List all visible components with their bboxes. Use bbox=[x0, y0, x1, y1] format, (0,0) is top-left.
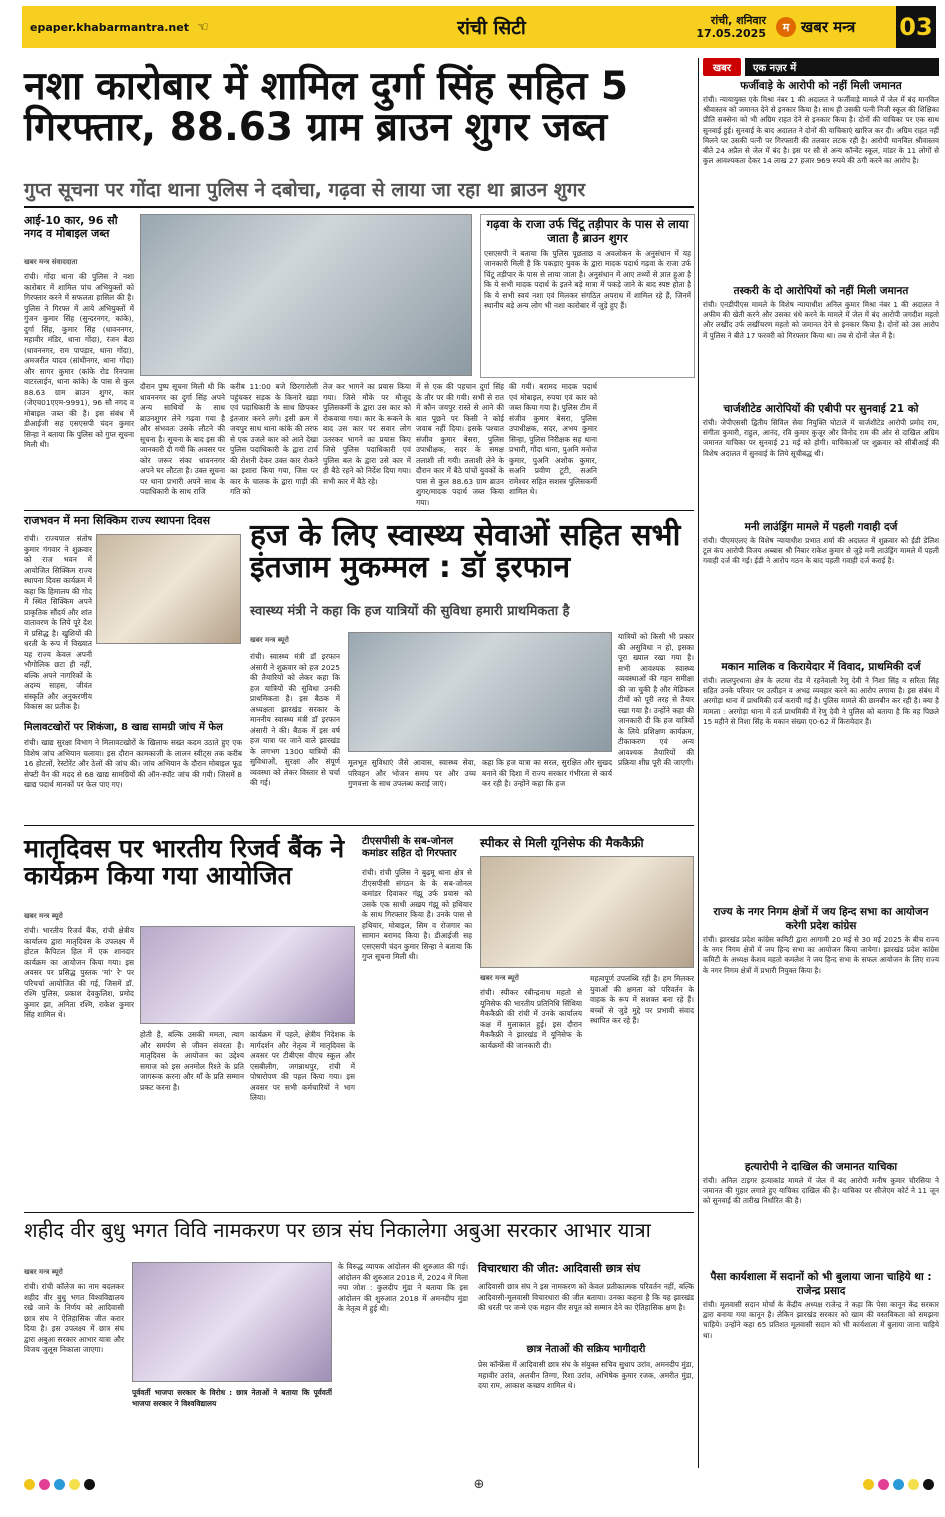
sidebar-divider bbox=[698, 58, 699, 1468]
brief-text: रांची। पीएमएलए के विशेष न्यायाधीश प्रभात शर्मा की अदालत में शुक्रवार को ईडी डेलिश टूल कंप आरोपी विजय अब्बास श्री निबार राकेश कुमार से जुड़े मनी लाउंड्रिंग मामले में पहली गवाही दर्ज की गई। ईडी ने आरोप गठन के बाद पहली गवाही दर्ज कराई है। bbox=[703, 536, 939, 566]
lead-col2: दौरान पुष्प सूचना मिली थी कि धावननगर का दुर्गा सिंह अपने अन्य साथियों के साथ ब्राउनशुगर लेने गढ़वा गया है और संभवतः उसके लौटने की सूचना है। सूचना के बाद इस की जानकारी दी गयी कि अवसर पर कोर जरूर संका धावननगर अपने घर लौटता है। उक्त सूचना पर थाना प्रभारी अपने साथ के पदाधिकारी के साथ राजि bbox=[140, 382, 225, 497]
brief-text: रांची। अनिल टाइगर हत्याकांड मामले में जेल में बंद आरोपी मनीष कुमार चौरसिया ने जमानत की गुहार लगाते हुए याचिका दाखिल की है। याचिका पर सीजेएम कोर्ट ने 11 जून को सुनवाई की तारीख निर्धारित की है। bbox=[703, 1176, 939, 1206]
neta-title: छात्र नेताओं की सक्रिय भागीदारी bbox=[526, 1344, 646, 1355]
issue-date-line1: रांची, शनिवार bbox=[710, 14, 766, 27]
lead-col4: तेज कर भागने का प्रयास किया गया। जिसे मौके पर मौजूद पुलिसकर्मी के द्वारा उस कार को रोकवाया गया। कार के रूकने के बाद उस कार पर सवार लोग उतरकर भागने का प्रयास किए जिसे पुलिस पदाधिकारी एवं पुलिस बल के द्वारा उसे कार में ही बैठे रहने को निर्देश दिया गया। सभी कार में बैठे रहे। bbox=[323, 382, 411, 486]
foundation-title: राजभवन में मना सिक्किम राज्य स्थापना दिवस bbox=[24, 514, 211, 527]
rbi-col3: कार्यक्रम में पहले, क्षेत्रीय निदेशक के मार्गदर्शन और नेतृत्व में मातृदिवस के अवसर पर टीबीएस वीएच स्कूल और एसबीलीग, जगन्नाथपुर, रांची में पोषारोपण की पहल किया गया। इस अवसर पर सभी कर्मचारियों ने भाग लिया। bbox=[250, 1030, 355, 1103]
brief-text: रांची। न्यायायुक्त एके मिश्रा नंबर 1 की अदालत ने फर्जीवाड़े मामले में जेल में बंद मानविल श्रीवास्तव को जमानत देने से इनकार किया है। साथ ही उसकी पत्नी निजी स्कूल की शिक्षिका प्रीति सक्सेना को भी अग्रिम राहत देने से इनकार किया है। दोनों की याचिका पर एक साथ सुनवाई हुई। सुनवाई के बाद अदालत ने दोनों की याचिकाएं खारिज कर दी। अग्रिम राहत नहीं मिलने पर उसकी पत्नी पर गिरफ्तारी की तलवार लटक रही है। आरोपी मानविल श्रीवास्तव बीते 24 अप्रैल से जेल में बंद है। इस पर सौ से अन्य कॉन्वेंट स्कूल, मांडर के 11 लोगों से कुल आवश्यकता देकर 14 लाख 27 हजार 969 रुपये की ठगी करने का आरोप है। bbox=[703, 95, 939, 166]
sidebar-header bbox=[703, 58, 939, 76]
adulteration-title: मिलावटखोरों पर शिकंजा, 8 खाद्य सामग्री जांच में फेल bbox=[24, 722, 223, 733]
lead-col6: की गयी। बरामद मादक पदार्थ एवं मोबाइल, रुपया एवं कार को जब्त किया गया है। पुलिस टीम में संजीव कुमार बेसरा, पुलिस उपाधीक्षक, सदर, अभय कुमार सिन्हा, पुलिस निरीक्षक सह थाना प्रभारी, गोंदा थाना, पुअनि मनोज कुमार, पुअनि अशोक कुमार, सअनि प्रवीण टूटी, सअनि रामेश्वर सहित सशस्त्र पुलिसकर्मी शामिल थे। bbox=[509, 382, 597, 497]
color-swatch bbox=[24, 1479, 35, 1490]
brief-item bbox=[703, 902, 939, 1157]
rbi-col1: रांची। भारतीय रिजर्व बैंक, रांची क्षेत्रीय कार्यालय द्वारा मातृदिवस के उपलक्ष्य में होटल कैपिटल हिल में एक शानदार कार्यक्रम का आयोजन किया गया। इस अवसर पर प्रसिद्ध पुस्तक 'मां' रे' पर परिचर्चा आयोजित की गई, जिसमें डॉ. रश्मि पुलिस, प्रकाश देवकुलिश, प्रमोद कुमार झा, अनिता रश्मि, राकेश कुमार सिंह शामिल थे। bbox=[24, 926, 134, 1020]
issue-date bbox=[626, 14, 776, 40]
brief-title: मकान मालिक व किरायेदार में विवाद, प्राथमिकी दर्ज bbox=[721, 661, 921, 673]
rbi-byline: खबर मन्त्र ब्यूरो bbox=[24, 912, 63, 920]
vichar-title: विचारधारा की जीत: आदिवासी छात्र संघ bbox=[478, 1262, 641, 1275]
lead-box bbox=[480, 214, 695, 378]
brief-title: हत्यारोपी ने दाखिल की जमानत याचिका bbox=[744, 1161, 898, 1173]
hajj-byline: खबर मन्त्र ब्यूरो bbox=[250, 636, 289, 644]
color-swatch bbox=[893, 1479, 904, 1490]
brief-text: रांची। एनडीपीएस मामले के विशेष न्यायाधीश अनिल कुमार मिश्रा नंबर 1 की अदालत ने अफीम की खेती करने और उसका धंधे करने के मामले में जेल में बंद आरोपी जगदीश महतो और लखींद उर्फ लखींचरण महतो को जमानत देने से इनकार किया है। दोनों को उस आरोप में पुलिस ने बीते 17 फरवरी को गिरफ्तार किया था। तब से दोनों जेल में है। bbox=[703, 300, 939, 340]
registration-footer bbox=[22, 1478, 936, 1490]
adulteration-text: रांची। खाद्य सुरक्षा विभाग ने मिलावटखोरों के खिलाफ सख्त कदम उठाते हुए एक विशेष जांच अभियान चलाया। इस दौरान कामकाजी के लालन स्वीट्स तक करीब 16 होटलों, रेस्टोरेंट और ठेलों की जांच की। जांच अभियान के दौरान मोबाइल फूड सेफ्टी वैन की मदद से 68 खाद्य सामग्रियों की ऑन-स्पॉट जांच की गयी। जिसमें 8 खाद्य पदार्थ मानकों पर फेल पाए गए। bbox=[24, 738, 242, 790]
brief-title: पैसा कार्यशाला में सदानों को भी बुलाया जाना चाहिये था : राजेन्द्र प्रसाद bbox=[710, 1271, 932, 1297]
brief-item bbox=[703, 281, 939, 399]
brief-title: मनी लाउंड्रिंग मामले में पहली गवाही दर्ज bbox=[744, 521, 898, 533]
hajj-photo[interactable] bbox=[348, 632, 612, 752]
rbi-headline: मातृदिवस पर भारतीय रिजर्व बैंक ने कार्यक्रम किया गया आयोजित bbox=[24, 834, 345, 890]
site-url[interactable]: epaper.khabarmantra.net bbox=[30, 20, 189, 34]
divider bbox=[24, 206, 694, 208]
lead-kicker: आई-10 कार, 96 सौ नगद व मोबाइल जब्त bbox=[24, 214, 118, 241]
color-swatch bbox=[54, 1479, 65, 1490]
vichar-text: आदिवासी छात्र संघ ने इस नामकरण को केवल प्रतीकात्मक परिवर्तन नहीं, बल्कि आदिवासी-मूलवासी विचारधारा की जीत बताया। उनका कहना है कि यह झारखंड की धरती पर जन्मे एक महान वीर सपूत को सम्मान देने का ऐतिहासिक क्षण है। bbox=[478, 1282, 694, 1313]
brief-item bbox=[703, 1157, 939, 1267]
masthead-bar bbox=[22, 6, 936, 48]
brief-title: तस्करी के दो आरोपियों को नहीं मिली जमानत bbox=[733, 285, 909, 297]
rbi-col2: होती है, बल्कि उसकी ममता, त्याग और समर्पण से जीवन संवरता है। मातृदिवस के आयोजन का उद्देश्य समाज को इस अनमोल रिश्ते के प्रति जागरूक करना और माँ के प्रति सम्मान प्रकट करना है। bbox=[140, 1030, 244, 1092]
sidebar-kicker-glance: एक नज़र में bbox=[745, 58, 939, 76]
tpc-text: रांची। रांची पुलिस ने बुढ़मू थाना क्षेत्र से टीएसपीसी संगठन के के सब-जोनल कमांडर दिवाकर गंझू उर्फ प्रयास को उसके एक साथी अखय गंझू को हथियार के साथ गिरफ्तार किया है। उनके पास से हथियार, मोबाइल, सिम व रोजगार का सामान बरामद किया है। डीआईजी सह एसएसपी चंदन कुमार सिन्हा ने बताया कि गुप्त सूचना मिली थी। bbox=[362, 868, 472, 962]
brief-item bbox=[703, 657, 939, 902]
unicef-byline: खबर मन्त्र ब्यूरो bbox=[480, 974, 519, 982]
color-swatch-group-left bbox=[22, 1475, 97, 1494]
hajj-col4: यात्रियों को किसी भी प्रकार की असुविधा न हो, इसका पूरा ख्याल रखा गया है। सभी आवश्यक स्वास्थ्य व्यवस्थाओं की गहन समीक्षा की जा चुकी है और मेडिकल टीमों को पूरी तरह से तैयार रखा गया है। उन्होंने कहा की जानकारी दी कि हज यात्रियों के लिये प्रशिक्षण कार्यक्रम, टीकाकरण एवं अन्य आवश्यक तैयारियों की प्रक्रिया शीघ्र पूरी की जाएगी। bbox=[618, 632, 694, 768]
lead-subhead: गुप्त सूचना पर गोंदा थाना पुलिस ने दबोचा, गढ़वा से लाया जा रहा था ब्राउन शुगर bbox=[24, 179, 586, 201]
shaheed-byline: खबर मन्त्र ब्यूरो bbox=[24, 1268, 63, 1276]
hajj-col3: कहा कि हज यात्रा का सरल, सुरक्षित और सुखद बनाने की दिशा में राज्य सरकार गंभीरता से कार्य कर रही है। उन्होंने कहा कि हज bbox=[482, 758, 612, 789]
registration-mark-icon: ⊕ bbox=[473, 1476, 485, 1492]
lead-box-text: एसएसपी ने बताया कि पुलिस पूछताछ व अवलोकन के अनुसंधान में यह जानकारी मिली है कि पकड़ाए युवक के द्वारा मादक पदार्थ गढ़वा के राजा उर्फ चिंटू तड़ीपार के पास से लाया जाता है। अनुसंधान में आए तथ्यों से ज्ञात हुआ है कि ये सभी मादक पदार्थ के इतने बड़े मात्रा में पकड़े जाने के बाद स्पष्ट होता है कि ये सभी स्वयं नशा एवं मिलकर संगठित अपराध में शामिल रहे हैं, जिनमें स्थानीय बड़े अन्य लोग भी नशा कारोबार में जुड़े हुए हैं। bbox=[484, 248, 691, 311]
foundation-photo[interactable] bbox=[96, 534, 241, 644]
shaheed-col1: रांची। रांची कॉलेज का नाम बदलकर शहीद वीर बुधु भगत विश्वविद्यालय रखे जाने के निर्णय को आदिवासी छात्र संघ ने ऐतिहासिक जीत करार दिया है। इस उपलक्ष्य में छात्र संघ द्वारा अबुआ सरकार आभार यात्रा और विजय जुलूस निकाला जाएगा। bbox=[24, 1282, 124, 1355]
unicef-title: स्पीकर से मिली यूनिसेफ की मैककैफ्री bbox=[480, 836, 644, 850]
divider bbox=[24, 825, 694, 826]
hajj-subhead: स्वास्थ्य मंत्री ने कहा कि हज यात्रियों की सुविधा हमारी प्राथमिकता है bbox=[250, 604, 570, 619]
lead-col1: रांची। गोंदा थाना की पुलिस ने नशा कारोबार में शामिल पांच अभियुक्तों को गिरफ्तार करने में सफलता हासिल की है। पुलिस ने गिरफ्त में आये अभियुक्तों में गुंजन कुमार सिंह (सुन्दरनगर, कांके), दुर्गा सिंह, कुमार सिंह (धावननगर, महावीर मंडिर, थाना गोंदा), रंजन बैठा (धावननगर, राम पापड़ार, थाना गोंदा), अमजरीत यादव (सांथीनगर, थाना गोंदा) और सागर कुमार (कांके रोड रिनपास वाटरलाईन, थाना कांके) के पास से कुल 88.63 ग्राम ब्राउन शुगर, कार (जेएच01एएम-9991), 96 सौ नगद व मोबाइल जब्त की है। इस संबंध में डीआईजी सह एसएसपी चंदन कुमार सिन्हा ने बताया कि पुलिस को गुप्त सूचना मिली थी। bbox=[24, 272, 134, 450]
sidebar-briefs bbox=[703, 58, 939, 1468]
hajj-headline: हज के लिए स्वास्थ्य सेवाओं सहित सभी इंतजाम मुकम्मल : डॉ इरफान bbox=[250, 518, 681, 585]
color-swatch bbox=[923, 1479, 934, 1490]
unicef-photo[interactable] bbox=[480, 856, 694, 968]
divider bbox=[24, 510, 694, 511]
shaheed-bottom-kicker: पूर्ववर्ती भाजपा सरकार के विरोध : छात्र नेताओं ने बताया कि पूर्ववर्ती भाजपा सरकार ने विश्वविद्यालय bbox=[132, 1388, 332, 1408]
brief-text: रांची। मूलवासी सदान मोर्चा के केंद्रीय अध्यक्ष राजेन्द्र ने कहा कि पेसा कानून केंद्र सरकार द्वारा बनाया गया कानून है। लेकिन झारखंड सरकार को खाम की वस्तविकता को समझना चाहिये। उन्होंने कहा 65 प्रतिशत मूलवासी सदान को भी कार्यशाला में बुलाया जाना चाहिये था। bbox=[703, 1300, 939, 1340]
lead-col3: करीब 11:00 बजे छिरगारोली पहुंचकर सड़क के किनारे खड़ा एवं पदाधिकारी के साथ छिपकर इंतजार करने लगे। इसी क्रम में जयपुर साथ थाना कांके की तरफ से एक उजले कार को आते देखा पुलिस पदाधिकारी के द्वारा टार्च की रोशनी देकर उक्त कार रोकने का इशारा किया गया, जिस पर कार के चालक के द्वारा गाड़ी की गति को bbox=[230, 382, 318, 497]
lead-col5: में से एक की पहचान दुर्गा सिंह के तौर पर की गयी। सभी से रात में कौन जयपुर रास्ते से आने की बात पूछने पर किसी ने कोई जवाब नहीं दिया। इसके पश्चात संजीव कुमार बेसरा, पुलिस उपाधीक्षक, सदर के समक्ष तलाशी ली गयी। तलाशी लेने के दौरान कार में बैठे पांचों युवकों के पास से कुल 88.63 ग्राम ब्राउन शुगर/मादक पदार्थ जब्त किया गया। bbox=[416, 382, 504, 506]
lead-photo[interactable] bbox=[140, 214, 472, 376]
unicef-col1: रांची। स्पीकर रबीन्द्रनाथ महतो से यूनिसेफ की भारतीय प्रतिनिधि सिंथिया मैककैफ्री की रांची में उनके कार्यालय कक्ष में मुलाकात हुई। इस दौरान मैककैफ्री ने झारखंड में यूनिसेफ के कार्यक्रमों की जानकारी दी। bbox=[480, 988, 582, 1050]
brand-logo-icon: म bbox=[776, 17, 796, 37]
shaheed-photo[interactable] bbox=[132, 1262, 332, 1382]
brief-title: फर्जीवाड़े के आरोपी को नहीं मिली जमानत bbox=[740, 80, 902, 92]
brand-name: खबर मन्त्र bbox=[801, 18, 856, 36]
color-swatch bbox=[878, 1479, 889, 1490]
shaheed-headline: शहीद वीर बुधु भगत विवि नामकरण पर छात्र संघ निकालेगा अबुआ सरकार आभार यात्रा bbox=[24, 1218, 651, 1242]
page-number: 03 bbox=[896, 6, 936, 48]
hajj-col1: रांची। स्वास्थ्य मंत्री डॉ इरफान अंसारी ने शुक्रवार को हज 2025 की तैयारियों को लेकर कहा कि हज यात्रियों की सुविधा उनकी प्राथमिकता है। इस बैठक में अध्यक्षता झारखंड सरकार के माननीय स्वास्थ्य मंत्री डॉ इरफान अंसारी ने की। बैठक में इस वर्ष हज यात्रा पर जाने वाले झारखंड के लगभग 1300 यात्रियों की सुविधाओं, सुरक्षा और संपूर्ण व्यवस्था को लेकर विस्तार से चर्चा की गई। bbox=[250, 652, 340, 788]
brief-item bbox=[703, 517, 939, 657]
divider bbox=[24, 1212, 694, 1213]
color-swatch bbox=[863, 1479, 874, 1490]
brief-item bbox=[703, 399, 939, 517]
color-swatch bbox=[908, 1479, 919, 1490]
color-swatch-group-right bbox=[861, 1475, 936, 1494]
color-swatch bbox=[39, 1479, 50, 1490]
brief-title: राज्य के नगर निगम क्षेत्रों में जय हिन्द सभा का आयोजन करेगी प्रदेश कांग्रेस bbox=[713, 906, 929, 932]
unicef-col2: महत्वपूर्ण उपलब्धि रही है। हम मिलकर युवाओं की क्षमता को परिवर्तन के वाहक के रूप में सशक्त बना रहे हैं। बच्चों से जुड़े मुद्दे पर प्रभावी संवाद स्थापित कर रहे हैं। bbox=[590, 974, 694, 1026]
sidebar-kicker-news: खबर bbox=[703, 58, 741, 76]
color-swatch bbox=[84, 1479, 95, 1490]
neta-text: प्रेस कॉन्फ्रेंस में आदिवासी छात्र संघ के संयुक्त सचिव सुधाप उरांव, अमनदीप मुंडा, महावीर उरांव, अलवीन तिग्गा, रिशा उरांव, अभिषेक कुमार रजक, अमरीत मुंडा, दया राम, आकाश कच्छप शामिल थे। bbox=[478, 1360, 694, 1391]
rbi-photo[interactable] bbox=[140, 926, 355, 1024]
hand-pointer-icon: ☜ bbox=[197, 19, 209, 35]
section-title: रांची सिटी bbox=[457, 17, 526, 39]
color-swatch bbox=[69, 1479, 80, 1490]
lead-box-title: गढ़वा के राजा उर्फ चिंटू तड़ीपार के पास से लाया जाता है ब्राउन शुगर bbox=[486, 217, 689, 245]
brief-title: चार्जशीटेड आरोपियों की एबीपी पर सुनवाई 21 को bbox=[723, 403, 919, 415]
foundation-text: रांची। राज्यपाल संतोष कुमार गंगवार ने शुक्रवार को राज भवन में आयोजित सिक्किम राज्य स्थापना दिवस कार्यक्रम में कहा कि हिमालय की गोद में स्थित सिक्किम अपने प्राकृतिक सौंदर्य और शांत वातावरण के लिये पूरे देश में प्रसिद्ध है। खुशियों की धरती के रूप में विख्यात यह राज्य केवल अपनी भौगोलिक छटा ही नहीं, बल्कि अपने नागरिकों के अदम्य साहस, जीवंत संस्कृति और अनुकरणीय विकास का प्रतीक है। bbox=[24, 534, 92, 712]
brief-text: रांची। जेपीएससी द्वितीय सिविल सेवा नियुक्ति घोटाले में चार्जशीटेड आरोपी प्रमोद राम, संगीता कुमारी, राहुल, आनंद, रवि कुमार कुजूर और विनोद राम की ओर से दाखिल अग्रिम जमानत याचिका पर सुनवाई 21 मई को होगी। याचिकाओं पर शुक्रवार को सीबीआई की विशेष अदालत में सुनवाई के लिये सूचीबद्ध थी। bbox=[703, 418, 939, 458]
hajj-col2: मूलभूत सुविधाएं जैसे आवास, स्वास्थ्य सेवा, परिवहन और भोजन समय पर और उच्च गुणवत्ता के साथ उपलब्ध कराई जाएं। bbox=[348, 758, 476, 789]
brief-item bbox=[703, 1267, 939, 1379]
lead-headline: नशा कारोबार में शामिल दुर्गा सिंह सहित 5 गिरफ्तार, 88.63 ग्राम ब्राउन शुगर जब्त bbox=[24, 64, 629, 151]
brand bbox=[776, 17, 896, 37]
tpc-title: टीएसपीसी के सब-जोनल कमांडर सहित दो गिरफ्तार bbox=[362, 836, 457, 859]
lead-byline: खबर मन्त्र संवाददाता bbox=[24, 258, 78, 266]
brief-text: रांची। लालपुरथाना क्षेत्र के लटमा रोड में रहनेवाली रेणु देवी ने निशा सिंह व सरिता सिंह सहित उनके परिवार पर उत्पीड़न व अभद्र व्यवहार करने का आरोप लगाया है। इस संबंध में अरगोड़ा थाना में प्राथमिकी दर्ज करायी गई है। पुलिस मामले की छानबीन कर रही है। क्या है मामला : अरगोड़ा थाना में दर्ज प्राथमिकी में रेणु देवी ने पुलिस को बताया है कि वह पिछले 15 महीने से निशा सिंह के मकान संख्या ए0-62 में किरायेदार हैं। bbox=[703, 676, 939, 726]
shaheed-col2: के विरुद्ध व्यापक आंदोलन की शुरुआत की गई। आंदोलन की शुरुआत 2018 में, 2024 में मिला नया जोश : कुलदीप मुंडा ने बताया कि इस आंदोलन की शुरुआत 2018 में अमनदीप मुंडा के नेतृत्व में हुई थी। bbox=[338, 1262, 468, 1314]
brief-item bbox=[703, 76, 939, 281]
issue-date-line2: 17.05.2025 bbox=[696, 27, 766, 40]
brief-text: रांची। झारखंड प्रदेश कांग्रेस कमिटी द्वारा आगामी 20 मई से 30 मई 2025 के बीच राज्य के नगर निगम क्षेत्रों में जय हिन्द सभा का आयोजन किया जायेगा। झारखंड प्रदेश कांग्रेस कमिटी के अध्यक्ष केशव महतो कमलेश ने जय हिन्द सभा के सफल आयोजन के लिए राज्य के नगर निगम क्षेत्रों में प्रभारी नियुक्त किया है। bbox=[703, 935, 939, 975]
